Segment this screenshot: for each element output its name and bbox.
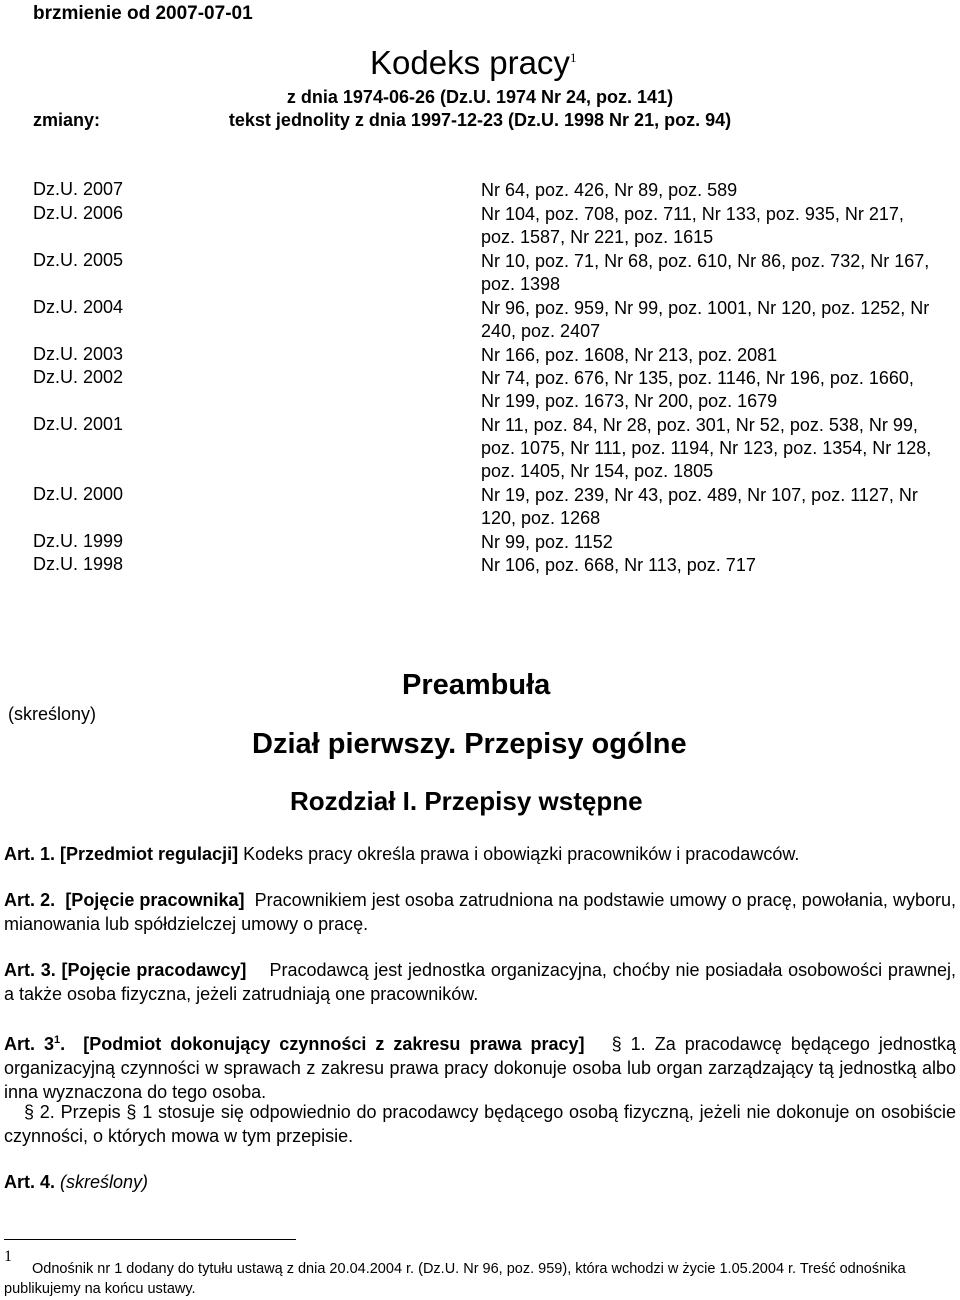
amendment-year: Dz.U. 2000 — [33, 484, 124, 504]
amendment-year: Dz.U. 2001 — [33, 414, 124, 434]
article-text: Przepis § 1 stosuje się odpowiednio do pracodawcy będącego osobą fizyczną, jeżeli nie dokonuje on osobiście czynności, o których mowa w tym przepisie. — [4, 1102, 956, 1146]
article-number-dot: . — [60, 1034, 66, 1054]
chapter-heading: Rozdział I. Przepisy wstępne — [290, 786, 643, 816]
article-3-1 — [4, 1028, 956, 1104]
amendment-refs: Nr 166, poz. 1608, Nr 213, poz. 2081 — [481, 345, 778, 365]
article-title: [Przedmiot regulacji] — [60, 844, 239, 864]
title-consolidated-line: tekst jednolity z dnia 1997-12-23 (Dz.U. 1998 Nr 21, poz. 94) — [228, 110, 732, 130]
title-date-line: z dnia 1974-06-26 (Dz.U. 1974 Nr 24, poz. 141) — [286, 87, 674, 107]
changes-label: zmiany: — [33, 110, 101, 130]
footnote-mark: 1 — [4, 1248, 12, 1265]
amendment-refs: Nr 64, poz. 426, Nr 89, poz. 589 — [481, 180, 738, 200]
amendment-refs: Nr 10, poz. 71, Nr 68, poz. 610, Nr 86, poz. 732, Nr 167, poz. 1398 — [481, 251, 930, 295]
preamble-heading: Preambuła — [402, 669, 551, 701]
amendment-refs: Nr 106, poz. 668, Nr 113, poz. 717 — [481, 555, 756, 575]
document-title — [370, 44, 576, 82]
paragraph-mark: § 2. — [24, 1102, 55, 1122]
amendment-refs: Nr 96, poz. 959, Nr 99, poz. 1001, Nr 120, poz. 1252, Nr 240, poz. 2407 — [481, 298, 930, 342]
division-heading: Dział pierwszy. Przepisy ogólne — [252, 728, 687, 760]
preamble-status: (skreślony) — [8, 704, 97, 724]
footnote-text: Odnośnik nr 1 dodany do tytułu ustawą z dnia 20.04.2004 r. (Dz.U. Nr 96, poz. 959), która wchodzi w życie 1.05.2004 r. Treść odnośnika publikujemy na końcu ustawy. — [4, 1261, 906, 1297]
amendment-year: Dz.U. 2004 — [33, 297, 124, 317]
amendment-refs: Nr 104, poz. 708, poz. 711, Nr 133, poz. 935, Nr 217, poz. 1587, Nr 221, poz. 1615 — [481, 204, 904, 248]
amendment-refs: Nr 19, poz. 239, Nr 43, poz. 489, Nr 107, poz. 1127, Nr 120, poz. 1268 — [481, 485, 918, 529]
article-number: Art. 3. — [4, 960, 56, 980]
article-title: [Podmiot dokonujący czynności z zakresu prawa pracy] — [83, 1034, 585, 1054]
amendment-year: Dz.U. 2006 — [33, 203, 124, 223]
article-text: Za pracodawcę będącego jednostką organizacyjną czynności w sprawach z zakresu prawa pracy dokonuje osoba lub organ zarządzający tą jednostką albo inna wyznaczona do tego osoba. — [4, 1034, 956, 1102]
article-title: [Pojęcie pracownika] — [65, 890, 245, 910]
article-number: Art. 4. — [4, 1172, 56, 1192]
article-text: Pracodawcą jest jednostka organizacyjna, choćby nie posiadała osobowości prawnej, a także osoba fizyczna, jeżeli zatrudniają one pracowników. — [4, 960, 956, 1004]
article-2 — [4, 888, 956, 936]
article-text: Kodeks pracy określa prawa i obowiązki pracowników i pracodawców. — [243, 844, 800, 864]
article-title: [Pojęcie pracodawcy] — [61, 960, 247, 980]
version-status: brzmienie od 2007-07-01 — [33, 3, 253, 24]
amendment-year: Dz.U. 1999 — [33, 531, 124, 551]
article-number-sup: 1 — [54, 1034, 61, 1046]
article-4 — [4, 1170, 956, 1194]
article-number-text: Art. 3 — [4, 1034, 55, 1054]
amendment-year: Dz.U. 1998 — [33, 554, 124, 574]
article-text: (skreślony) — [60, 1172, 149, 1192]
paragraph-mark: § 1. — [611, 1034, 646, 1054]
article-3 — [4, 958, 956, 1006]
article-number: Art. 2. — [4, 890, 56, 910]
amendment-refs: Nr 99, poz. 1152 — [481, 532, 613, 552]
amendment-year: Dz.U. 2005 — [33, 250, 124, 270]
title-footnote-mark: 1 — [569, 50, 577, 65]
article-3-1-paragraph-2 — [4, 1100, 956, 1148]
amendment-year: Dz.U. 2007 — [33, 179, 124, 199]
amendment-year: Dz.U. 2002 — [33, 367, 124, 387]
amendment-refs: Nr 11, poz. 84, Nr 28, poz. 301, Nr 52, poz. 538, Nr 99, poz. 1075, Nr 111, poz. 1194, Nr 123, poz. 1354, Nr 128, poz. 1405, Nr 154, poz. 1805 — [481, 415, 932, 482]
article-1 — [4, 842, 956, 866]
article-text: Pracownikiem jest osoba zatrudniona na podstawie umowy o pracę, powołania, wyboru, mianowania lub spółdzielczej umowy o pracę. — [4, 890, 956, 934]
article-number: Art. 1. — [4, 844, 56, 864]
article-number — [4, 1034, 65, 1054]
amendment-refs: Nr 74, poz. 676, Nr 135, poz. 1146, Nr 196, poz. 1660, Nr 199, poz. 1673, Nr 200, poz. 1679 — [481, 368, 914, 412]
document-title-text: Kodeks pracy — [370, 44, 570, 81]
amendment-year: Dz.U. 2003 — [33, 344, 124, 364]
footnote-separator — [4, 1239, 296, 1240]
